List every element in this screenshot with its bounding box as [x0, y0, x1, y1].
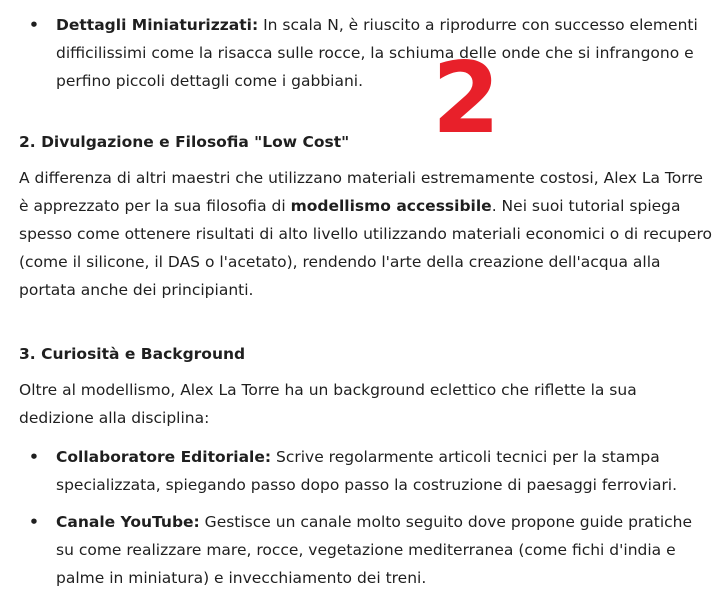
list-item-title: Collaboratore Editoriale: [56, 448, 272, 466]
list-item [19, 11, 714, 95]
list-item [19, 508, 714, 592]
overlay-number: 2 [432, 42, 501, 156]
paragraph-text: . Nei suoi tutorial spiega spesso come ottenere risultati di alto livello utilizzando materiali economici o di recupero (come il silicone, il DAS o l'acetato), rendendo l'arte della creazione dell'acqua alla portata anche dei principianti. [19, 197, 712, 299]
bullet-list-section-3 [19, 443, 714, 592]
list-item-text: Gestisce un canale molto seguito dove propone guide pratiche su come realizzare mare, rocce, vegetazione mediterranea (come fichi d'india e palme in miniatura) e invecchiamento dei treni. [56, 513, 693, 587]
section-2-paragraph [19, 164, 714, 304]
paragraph-bold: modellismo accessibile [290, 197, 492, 215]
section-3-intro: Oltre al modellismo, Alex La Torre ha un background eclettico che riflette la sua dedizione alla disciplina: [19, 381, 637, 427]
bullet-list-top [19, 11, 714, 95]
list-item-text: Scrive regolarmente articoli tecnici per la stampa specializzata, spiegando passo dopo passo la costruzione di paesaggi ferroviari. [56, 448, 678, 494]
list-item-title: Dettagli Miniaturizzati: [56, 16, 259, 34]
section-heading-2: 2. Divulgazione e Filosofia "Low Cost" [19, 133, 350, 151]
list-item-title: Canale YouTube: [56, 513, 200, 531]
list-item-text: In scala N, è riuscito a riprodurre con successo elementi difficilissimi come la risacca sulle rocce, la schiuma delle onde che si infrangono e perfino piccoli dettagli come i gabbiani. [56, 16, 698, 90]
section-heading-3: 3. Curiosità e Background [19, 345, 246, 363]
paragraph-text: A differenza di altri maestri che utilizzano materiali estremamente costosi, Alex La Torre è apprezzato per la sua filosofia di [19, 169, 703, 215]
list-item [19, 443, 714, 499]
